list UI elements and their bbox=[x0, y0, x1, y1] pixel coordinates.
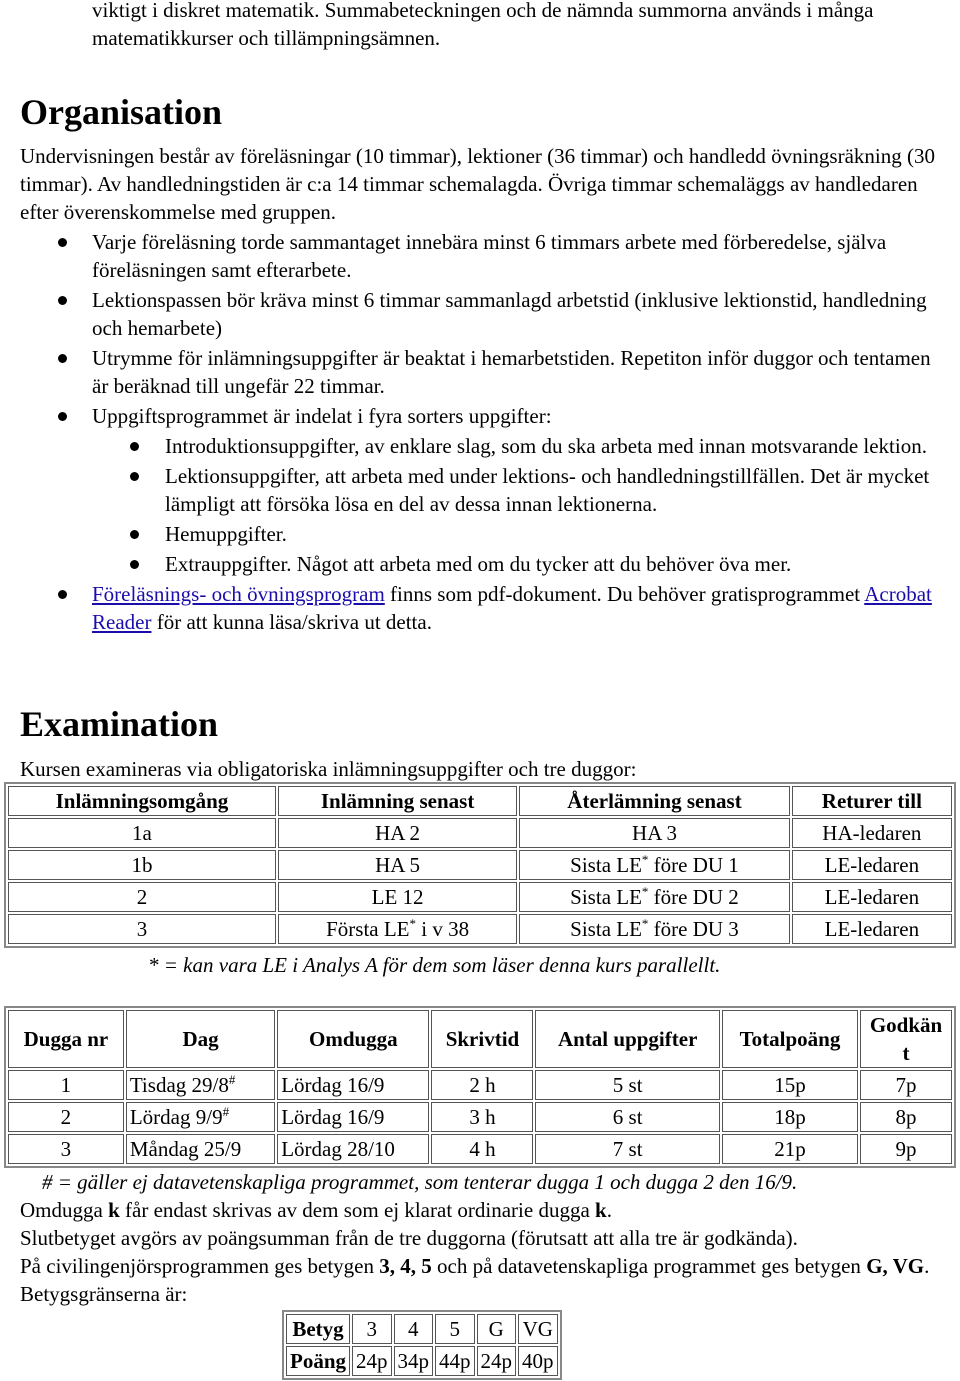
table-cell: 4 h bbox=[431, 1134, 533, 1164]
table-cell: 15p bbox=[722, 1070, 858, 1100]
table-header-row bbox=[8, 1010, 952, 1068]
task-types-list bbox=[92, 432, 950, 578]
table-header-cell: Skrivtid bbox=[431, 1010, 533, 1068]
organisation-heading: Organisation bbox=[20, 92, 223, 132]
table-cell: LE 12 bbox=[278, 882, 517, 912]
table-cell: 3 bbox=[8, 914, 276, 944]
table-cell: 1 bbox=[8, 1070, 124, 1100]
table-cell: 9p bbox=[860, 1134, 952, 1164]
list-item: Varje föreläsning torde sammantaget innebära minst 6 timmars arbete med förberedelse, själva föreläsningen samt efterarbete. bbox=[0, 228, 950, 284]
table-header-cell: Dugga nr bbox=[8, 1010, 124, 1068]
table-cell: 1b bbox=[8, 850, 276, 880]
organisation-list bbox=[0, 228, 950, 638]
table-row bbox=[8, 1134, 952, 1164]
table-cell: Lördag 28/10 bbox=[277, 1134, 429, 1164]
table-header-cell: Poäng bbox=[286, 1346, 350, 1376]
table-cell: LE-ledaren bbox=[792, 850, 952, 880]
table-row bbox=[8, 1102, 952, 1132]
table-cell: 1a bbox=[8, 818, 276, 848]
table-header-cell: Återlämning senast bbox=[519, 786, 789, 816]
table-cell: Första LE* i v 38 bbox=[278, 914, 517, 944]
table-header-cell: Omdugga bbox=[277, 1010, 429, 1068]
table-cell: HA 5 bbox=[278, 850, 517, 880]
table-row bbox=[8, 914, 952, 944]
table-cell: 8p bbox=[860, 1102, 952, 1132]
omdugga-text: Omdugga k får endast skrivas av dem som ej klarat ordinarie dugga k. bbox=[20, 1198, 612, 1222]
table-cell: 24p bbox=[477, 1346, 517, 1376]
dugga-note: # = gäller ej datavetenskapliga programmet, som tenterar dugga 1 och dugga 2 den 16/9. bbox=[42, 1170, 798, 1194]
table-row bbox=[8, 818, 952, 848]
table-row bbox=[8, 1070, 952, 1100]
sub-list-item: Extrauppgifter. Något att arbeta med om du tycker att du behöver öva mer. bbox=[92, 550, 950, 578]
organisation-paragraph: Undervisningen består av föreläsningar (10 timmar), lektioner (36 timmar) och handledd övningsräkning (30 timmar). Av handledningstiden är c:a 14 timmar schemalagda. Övriga timmar schemaläggs av handledaren efter överenskommelse med gruppen. bbox=[20, 144, 935, 224]
examination-heading: Examination bbox=[20, 704, 219, 744]
table-cell: Lördag 9/9# bbox=[126, 1102, 275, 1132]
dugga-table bbox=[4, 1006, 956, 1168]
slutbetyg-text: Slutbetyget avgörs av poängsumman från de tre duggorna (förutsatt att alla tre är godkända). bbox=[20, 1226, 798, 1250]
grades-text: På civilingenjörsprogrammen ges betygen 3, 4, 5 och på datavetenskapliga programmet ges betygen G, VG. Betygsgränserna är: bbox=[20, 1254, 930, 1306]
table-cell: 34p bbox=[394, 1346, 434, 1376]
table-cell: 5 bbox=[435, 1314, 475, 1344]
table-row bbox=[286, 1346, 558, 1376]
table-header-cell: Antal uppgifter bbox=[535, 1010, 719, 1068]
examination-intro: Kursen examineras via obligatoriska inlämningsuppgifter och tre duggor: bbox=[20, 757, 637, 781]
table-header-cell: Dag bbox=[126, 1010, 275, 1068]
table-cell: Sista LE* före DU 3 bbox=[519, 914, 789, 944]
table-cell: Tisdag 29/8# bbox=[126, 1070, 275, 1100]
table-row bbox=[8, 882, 952, 912]
lecture-program-link[interactable]: Föreläsnings- och övningsprogram bbox=[92, 582, 385, 606]
list-item: Föreläsnings- och övningsprogram finns som pdf-dokument. Du behöver gratisprogrammet Acrobat Reader för att kunna läsa/skriva ut detta. bbox=[0, 580, 950, 636]
table-header-cell: Inlämning senast bbox=[278, 786, 517, 816]
list-item: Utrymme för inlämningsuppgifter är beaktat i hemarbetstiden. Repetiton inför duggor och tentamen är beräknad till ungefär 22 timmar. bbox=[0, 344, 950, 400]
table-cell: 21p bbox=[722, 1134, 858, 1164]
grade-table bbox=[282, 1310, 562, 1380]
table-cell: 3 bbox=[8, 1134, 124, 1164]
table-header-row bbox=[8, 786, 952, 816]
acrobat-reader-link[interactable]: Acrobat Reader bbox=[92, 582, 932, 634]
table-header-cell: Inlämningsomgång bbox=[8, 786, 276, 816]
table-row bbox=[286, 1314, 558, 1344]
table-cell: 4 bbox=[394, 1314, 434, 1344]
table-cell: LE-ledaren bbox=[792, 914, 952, 944]
table-cell: 7p bbox=[860, 1070, 952, 1100]
table-cell: 3 bbox=[352, 1314, 392, 1344]
sub-list-item: Introduktionsuppgifter, av enklare slag, som du ska arbeta med innan motsvarande lektion. bbox=[92, 432, 950, 460]
list-item: Uppgiftsprogrammet är indelat i fyra sorters uppgifter: Introduktionsuppgifter, av enklare slag, som du ska arbeta med innan motsvarande lektion. Lektionsuppgifter, att arbeta med under lektions- och handledningstillfällen. Det är mycket lämpligt att försöka lösa en del av dessa innan lektionerna. Hemuppgifter. Extrauppgifter. Något att arbeta med om du tycker att du behöver öva mer. bbox=[0, 402, 950, 578]
table-cell: 18p bbox=[722, 1102, 858, 1132]
table-cell: LE-ledaren bbox=[792, 882, 952, 912]
hand-in-table bbox=[4, 782, 956, 948]
table-cell: Sista LE* före DU 1 bbox=[519, 850, 789, 880]
table-header-cell: Totalpoäng bbox=[722, 1010, 858, 1068]
table-cell: 40p bbox=[518, 1346, 558, 1376]
table-cell: 44p bbox=[435, 1346, 475, 1376]
table-cell: Lördag 16/9 bbox=[277, 1102, 429, 1132]
list-item: Lektionspassen bör kräva minst 6 timmar sammanlagd arbetstid (inklusive lektionstid, handledning och hemarbete) bbox=[0, 286, 950, 342]
sub-list-item: Hemuppgifter. bbox=[92, 520, 950, 548]
sub-list-item: Lektionsuppgifter, att arbeta med under lektions- och handledningstillfällen. Det är mycket lämpligt att försöka lösa en del av dessa innan lektionerna. bbox=[92, 462, 950, 518]
intro-text: viktigt i diskret matematik. Summabeteckningen och de nämnda summorna används i många matematikkurser och tillämpningsämnen. bbox=[92, 0, 874, 50]
table-cell: G bbox=[477, 1314, 517, 1344]
table-cell: HA 3 bbox=[519, 818, 789, 848]
table-cell: 2 bbox=[8, 1102, 124, 1132]
table-cell: 24p bbox=[352, 1346, 392, 1376]
table-cell: VG bbox=[518, 1314, 558, 1344]
table-cell: 2 bbox=[8, 882, 276, 912]
table-cell: 5 st bbox=[535, 1070, 719, 1100]
table-cell: Lördag 16/9 bbox=[277, 1070, 429, 1100]
table-cell: 2 h bbox=[431, 1070, 533, 1100]
table-cell: 7 st bbox=[535, 1134, 719, 1164]
table-header-cell: Returer till bbox=[792, 786, 952, 816]
table-header-cell: Betyg bbox=[286, 1314, 350, 1344]
table-row bbox=[8, 850, 952, 880]
table-cell: 6 st bbox=[535, 1102, 719, 1132]
table-cell: Måndag 25/9 bbox=[126, 1134, 275, 1164]
table-cell: 3 h bbox=[431, 1102, 533, 1132]
table-cell: HA-ledaren bbox=[792, 818, 952, 848]
hand-in-note: * = kan vara LE i Analys A för dem som läser denna kurs parallellt. bbox=[148, 953, 721, 977]
table-cell: HA 2 bbox=[278, 818, 517, 848]
table-header-cell: Godkän t bbox=[860, 1010, 952, 1068]
table-cell: Sista LE* före DU 2 bbox=[519, 882, 789, 912]
